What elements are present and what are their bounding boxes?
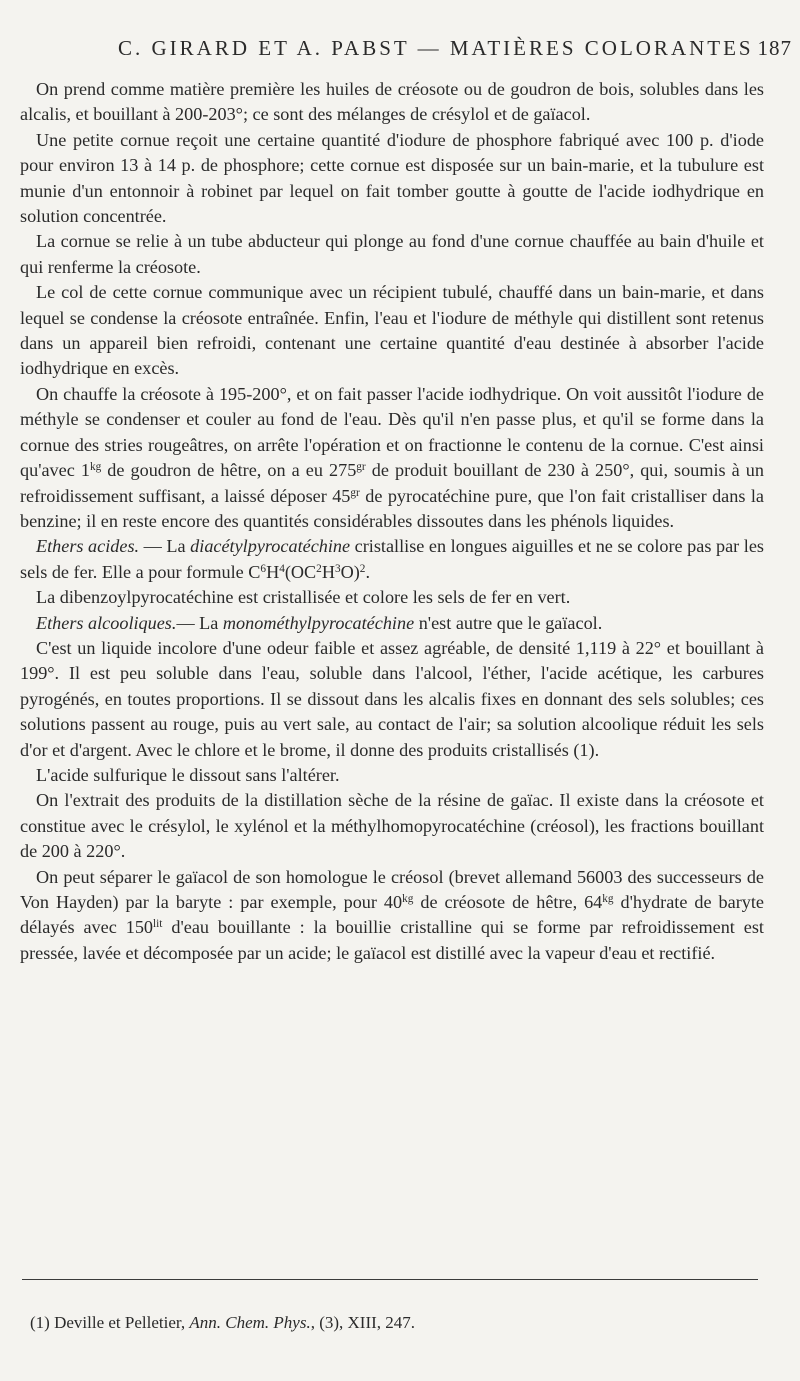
paragraph: On l'extrait des produits de la distillation sèche de la résine de gaïac. Il existe dans la créosote et constitue avec le crésylol, le xylénol et la méthylhomopyrocatéchine (créosol), les fractions bouillant de 200 à 220°. (20, 790, 764, 862)
running-head (0, 36, 800, 66)
section-heading: Ethers alcooliques. (36, 612, 177, 633)
compound-name: monométhylpyrocatéchine (222, 612, 415, 633)
footnote-divider (22, 1279, 758, 1280)
paragraph: La cornue se relie à un tube abducteur qui plonge au fond d'une cornue chauffée au bain d'huile et qui renferme la créosote. (20, 231, 764, 277)
footnote-ref[interactable]: (1) (573, 739, 595, 760)
running-title: C. GIRARD ET A. PABST — MATIÈRES COLORANTES (118, 36, 754, 60)
unit-superscript: kg (602, 892, 614, 905)
footnote: (1) Deville et Pelletier, Ann. Chem. Phys., (3), XIII, 247. (30, 1313, 416, 1332)
paragraph: On prend comme matière première les huiles de créosote ou de goudron de bois, solubles dans les alcalis, et bouillant à 200-203°; ce sont des mélanges de crésylol et de gaïacol. (20, 79, 764, 125)
paragraph: Le col de cette cornue communique avec un récipient tubulé, chauffé dans un bain-marie, et dans lequel se condense la créosote entraînée. Enfin, l'eau et l'iodure de méthyle qui distillent sont retenus dans un appareil bien refroidi, contenant une certaine quantité d'eau destinée à absorber l'acide iodhydrique en excès. (20, 282, 764, 379)
page-number: 187 (757, 36, 792, 60)
unit-superscript: gr (356, 460, 366, 473)
body-text (20, 77, 764, 966)
paragraph: Ethers alcooliques.— La monométhylpyrocatéchine n'est autre que le gaïacol. (36, 612, 603, 633)
paragraph: La dibenzoylpyrocatéchine est cristallisée et colore les sels de fer en vert. (36, 587, 571, 608)
unit-superscript: kg (89, 460, 102, 473)
paragraph: L'acide sulfurique le dissout sans l'altérer. (36, 764, 340, 785)
paragraph: On chauffe la créosote à 195-200°, et on fait passer l'acide iodhydrique. On voit aussitôt l'iodure de méthyle se condenser et couler au fond de l'eau. Dès qu'il n'en passe plus, et qu'il se forme dans la cornue des stries rougeâtres, on arrête l'opération et on fractionne le contenu de la cornue. C'est ainsi qu'avec $1^{kg}$ de goudron de hêtre, on a eu $275^{gr}$ de produit bouillant de 230 à 250°, qui, soumis à un refroidissement suffisant, a laissé déposer $45^{gr}$ de pyrocatéchine pure, que l'on fait cristalliser dans la benzine; il en reste encore des quantités considérables dissoutes dans les phénols liquides. (20, 383, 764, 531)
journal-title: Ann. Chem. Phys. (189, 1313, 311, 1332)
compound-name: diacétylpyrocatéchine (190, 536, 351, 557)
paragraph: C'est un liquide incolore d'une odeur faible et assez agréable, de densité 1,119 à 22° et bouillant à 199°. Il est peu soluble dans l'eau, soluble dans l'alcool, l'éther, l'acide acétique, les carbures pyrogénés, en toutes proportions. Il se dissout dans les alcalis fixes en donnant des sels solubles; ces solutions passent au rouge, puis au vert sale, au contact de l'air; sa solution alcoolique réduit les sels d'or et d'argent. Avec le chlore et le brome, il donne des produits cristallisés (1). (20, 637, 764, 760)
unit-superscript: lit (153, 918, 163, 931)
section-heading: Ethers acides. (36, 536, 140, 557)
unit-superscript: gr (350, 486, 360, 499)
paragraph: On peut séparer le gaïacol de son homologue le créosol (brevet allemand 56003 des successeurs de Von Hayden) par la baryte : par exemple, pour $40^{kg}$ de créosote de hêtre, $64^{kg}$ d'hydrate de baryte délayés avec $150^{lit}$ d'eau bouillante : la bouillie cristalline qui se forme par refroidissement est pressée, lavée et décomposée par un acide; le gaïacol est distillé avec la vapeur d'eau et rectifié. (20, 866, 764, 963)
unit-superscript: kg (402, 892, 414, 905)
footnote-marker: (1) (30, 1313, 50, 1332)
paragraph: Une petite cornue reçoit une certaine quantité d'iodure de phosphore fabriqué avec 100 p. d'iode pour environ 13 à 14 p. de phosphore; cette cornue est disposée sur un bain-marie, et la tubulure est munie d'un entonnoir à robinet par lequel on fait tomber goutte à goutte de l'acide iodhydrique en solution concentrée. (20, 129, 764, 227)
paragraph: Ethers acides. — La diacétylpyrocatéchine cristallise en longues aiguilles et ne se colore pas par les sels de fer. Elle a pour formule $C^6H^4(OC^2H^3O)^2$. (20, 536, 764, 582)
